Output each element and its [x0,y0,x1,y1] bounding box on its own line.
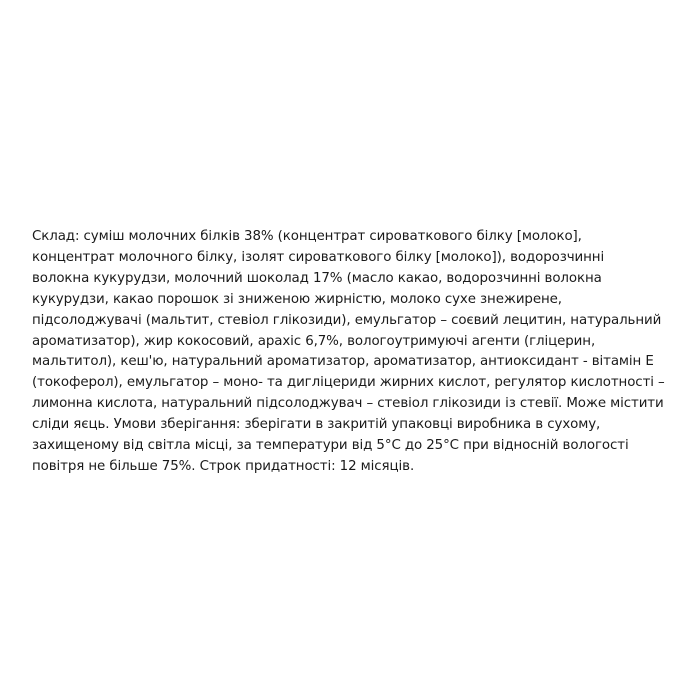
composition-line: (токоферол), емульгатор – моно- та дигліцериди жирних кислот, регулятор кислотності – [32,375,665,391]
composition-line: сліди яєць. Умови зберігання: зберігати в закритій упаковці виробника в сухому, [32,417,601,433]
composition-line: Склад: суміш молочних білків 38% (концентрат сироваткового білку [молоко], [32,229,582,244]
composition-line: захищеному від світла місці, за температури від 5°С до 25°С при відносній вологості [32,438,629,454]
composition-line: волокна кукурудзи, молочний шоколад 17% (масло какао, водорозчинні волокна [32,270,602,286]
product-composition-text [32,227,672,478]
composition-line: концентрат молочного білку, ізолят сироваткового білку [молоко]), водорозчинні [32,249,605,265]
composition-line: кукурудзи, какао порошок зі зниженою жирністю, молоко сухе знежирене, [32,291,562,307]
composition-line: лимонна кислота, натуральний підсолоджувач – стевіол глікозиди із стевії. Може містити [32,396,664,412]
composition-line: повітря не більше 75%. Строк придатності: 12 місяців. [32,458,415,474]
composition-line: ароматизатор), жир кокосовий, арахіс 6,7%, вологоутримуючі агенти (гліцерин, [32,333,596,349]
composition-line: мальтитол), кеш'ю, натуральний ароматизатор, ароматизатор, антиоксидант - вітамін Е [32,354,654,370]
composition-line: підсолоджувачі (мальтит, стевіол глікозиди), емульгатор – соєвий лецитин, натуральний [32,312,662,328]
